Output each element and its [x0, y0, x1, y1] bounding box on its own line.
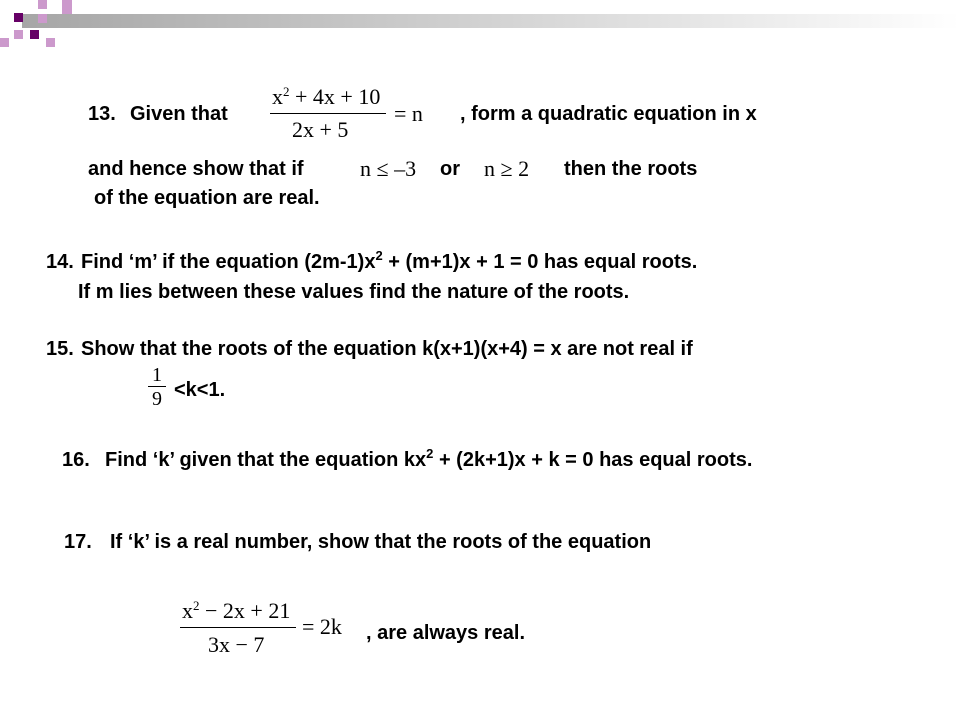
q13-condition-2: n ≥ 2: [484, 156, 530, 181]
q17-fraction-numerator: $x^2 - 2x + 21$: [182, 598, 291, 623]
q17-fraction-bar: [180, 627, 296, 628]
q15-fraction-denominator: 9: [152, 388, 162, 410]
q13-fraction-rhs: = n: [394, 101, 423, 126]
deco-square: [38, 0, 47, 9]
q16-number: 16.: [62, 449, 90, 471]
q14-number: 14.: [46, 251, 74, 273]
q13-line-3: of the equation are real.: [94, 187, 320, 209]
q13-fraction-bar: [270, 113, 386, 114]
deco-square: [62, 0, 72, 14]
q17-tail-text: , are always real.: [366, 622, 526, 644]
header-band: [22, 14, 960, 28]
q13-fraction-numerator: $x^2 + 4x + 10$: [272, 84, 381, 109]
q13-then-text: then the roots: [564, 158, 698, 180]
q16-text: Find ‘k’ given that the equation $kx^2 + (2k+1)x + k = 0$ has equal roots.: [105, 446, 753, 471]
header-decoration: [0, 0, 960, 52]
q13-form-text: , form a quadratic equation in x: [460, 103, 757, 125]
deco-square: [38, 14, 47, 23]
deco-square: [14, 13, 23, 22]
q13-or-text: or: [440, 158, 460, 180]
deco-square: [0, 38, 9, 47]
q17-number: 17.: [64, 531, 92, 553]
q14-text: Find ‘m’ if the equation $(2m-1)x^2 + (m+1)x + 1 = 0$ has equal roots.: [81, 248, 698, 273]
deco-square: [46, 38, 55, 47]
q15-fraction-bar: [148, 386, 166, 387]
q13-hence-text: and hence show that if: [88, 158, 304, 180]
q13-given-text: Given that: [130, 103, 228, 125]
q17-fraction-denominator: 3x − 7: [208, 632, 265, 657]
q17-fraction-rhs: = 2k: [302, 614, 342, 639]
q13-number: 13.: [88, 103, 116, 125]
q13-fraction-denominator: 2x + 5: [292, 117, 349, 142]
q13-condition-1: n ≤ –3: [360, 156, 417, 181]
q14-line-2: If m lies between these values find the nature of the roots.: [78, 281, 630, 303]
q17-text: If ‘k’ is a real number, show that the roots of the equation: [110, 531, 652, 553]
q15-text: Show that the roots of the equation k(x+1)(x+4) = x are not real if: [81, 338, 693, 360]
deco-square: [14, 30, 23, 39]
q15-fraction-numerator: 1: [152, 364, 162, 386]
q15-number: 15.: [46, 338, 74, 360]
deco-square: [30, 30, 39, 39]
q15-inequality: <k<1.: [174, 379, 226, 401]
